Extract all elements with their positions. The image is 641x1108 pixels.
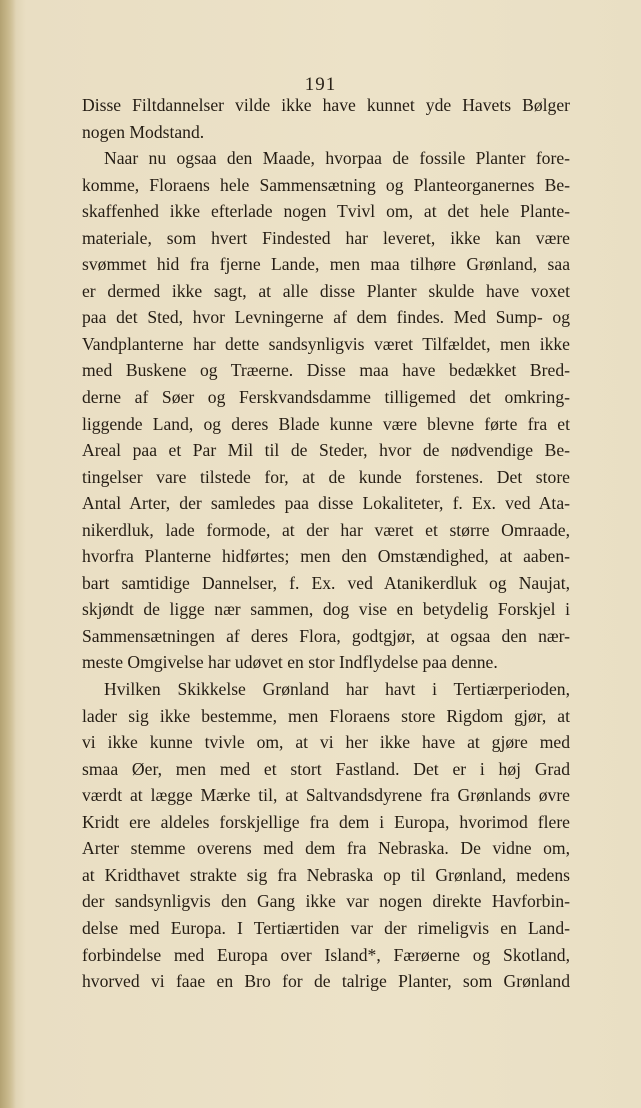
text-line: Sammensætningen af deres Flora, godtgjør, at ogsaa den nær-	[82, 625, 570, 646]
text-line: Arter stemme overens med dem fra Nebraska. De vidne om,	[82, 838, 570, 859]
text-line: nogen Modstand.	[82, 121, 205, 142]
text-line: tingelser vare tilstede for, at de kunde forstenes. Det store	[82, 466, 570, 487]
text-line: delse med Europa. I Tertiærtiden var der rimeligvis en Land-	[82, 917, 570, 938]
text-line: Antal Arter, der samledes paa disse Lokaliteter, f. Ex. ved Ata-	[82, 493, 570, 514]
text-line: Areal paa et Par Mil til de Steder, hvor de nødvendige Be-	[82, 440, 570, 461]
text-line: hvorved vi faae en Bro for de talrige Planter, som Grønland	[82, 971, 570, 992]
text-line: derne af Søer og Ferskvandsdamme tilligemed det omkring-	[82, 387, 570, 408]
text-line: paa det Sted, hvor Levningerne af dem findes. Med Sump- og	[82, 307, 570, 328]
text-line: værdt at lægge Mærke til, at Saltvandsdyrene fra Grønlands øvre	[82, 785, 570, 806]
text-line: nikerdluk, lade formode, at der har været et større Omraade,	[82, 519, 570, 540]
text-line: svømmet hid fra fjerne Lande, men maa tilhøre Grønland, saa	[82, 254, 570, 275]
text-line: smaa Øer, men med et stort Fastland. Det er i høj Grad	[82, 758, 570, 779]
body-text	[82, 92, 570, 995]
text-line: vi ikke kunne tvivle om, at vi her ikke have at gjøre med	[82, 732, 570, 753]
text-line: Kridt ere aldeles forskjellige fra dem i Europa, hvorimod flere	[82, 811, 570, 832]
text-line: Hvilken Skikkelse Grønland har havt i Tertiærperioden,	[104, 679, 570, 700]
text-line: der sandsynligvis den Gang ikke var nogen direkte Havforbin-	[82, 891, 570, 912]
text-line: skaffenhed ikke efterlade nogen Tvivl om, at det hele Plante-	[82, 201, 570, 222]
text-line: skjøndt de ligge nær sammen, dog vise en betydelig Forskjel i	[82, 599, 570, 620]
text-line: med Buskene og Træerne. Disse maa have bedækket Bred-	[82, 360, 570, 381]
page-number: 191	[304, 74, 337, 95]
text-line: meste Omgivelse har udøvet en stor Indflydelse paa denne.	[82, 652, 498, 673]
text-line: liggende Land, og deres Blade kunne være blevne førte fra et	[82, 413, 570, 434]
text-line: hvorfra Planterne hidførtes; men den Omstændighed, at aaben-	[82, 546, 570, 567]
text-line: Vandplanterne har dette sandsynligvis været Tilfældet, men ikke	[82, 333, 570, 354]
text-line: lader sig ikke bestemme, men Floraens store Rigdom gjør, at	[82, 705, 570, 726]
page-binding-shadow	[0, 0, 16, 1108]
text-line: bart samtidige Dannelser, f. Ex. ved Atanikerdluk og Naujat,	[82, 572, 570, 593]
text-line: er dermed ikke sagt, at alle disse Planter skulde have voxet	[82, 280, 570, 301]
text-line: materiale, som hvert Findested har leveret, ikke kan være	[82, 227, 570, 248]
text-line: forbindelse med Europa over Island*, Færøerne og Skotland,	[82, 944, 570, 965]
text-line: Disse Filtdannelser vilde ikke have kunnet yde Havets Bølger	[82, 95, 570, 115]
text-line: at Kridthavet strakte sig fra Nebraska op til Grønland, medens	[82, 864, 570, 885]
text-line: komme, Floraens hele Sammensætning og Planteorganernes Be-	[82, 174, 570, 195]
text-line: Naar nu ogsaa den Maade, hvorpaa de fossile Planter fore-	[104, 148, 570, 169]
